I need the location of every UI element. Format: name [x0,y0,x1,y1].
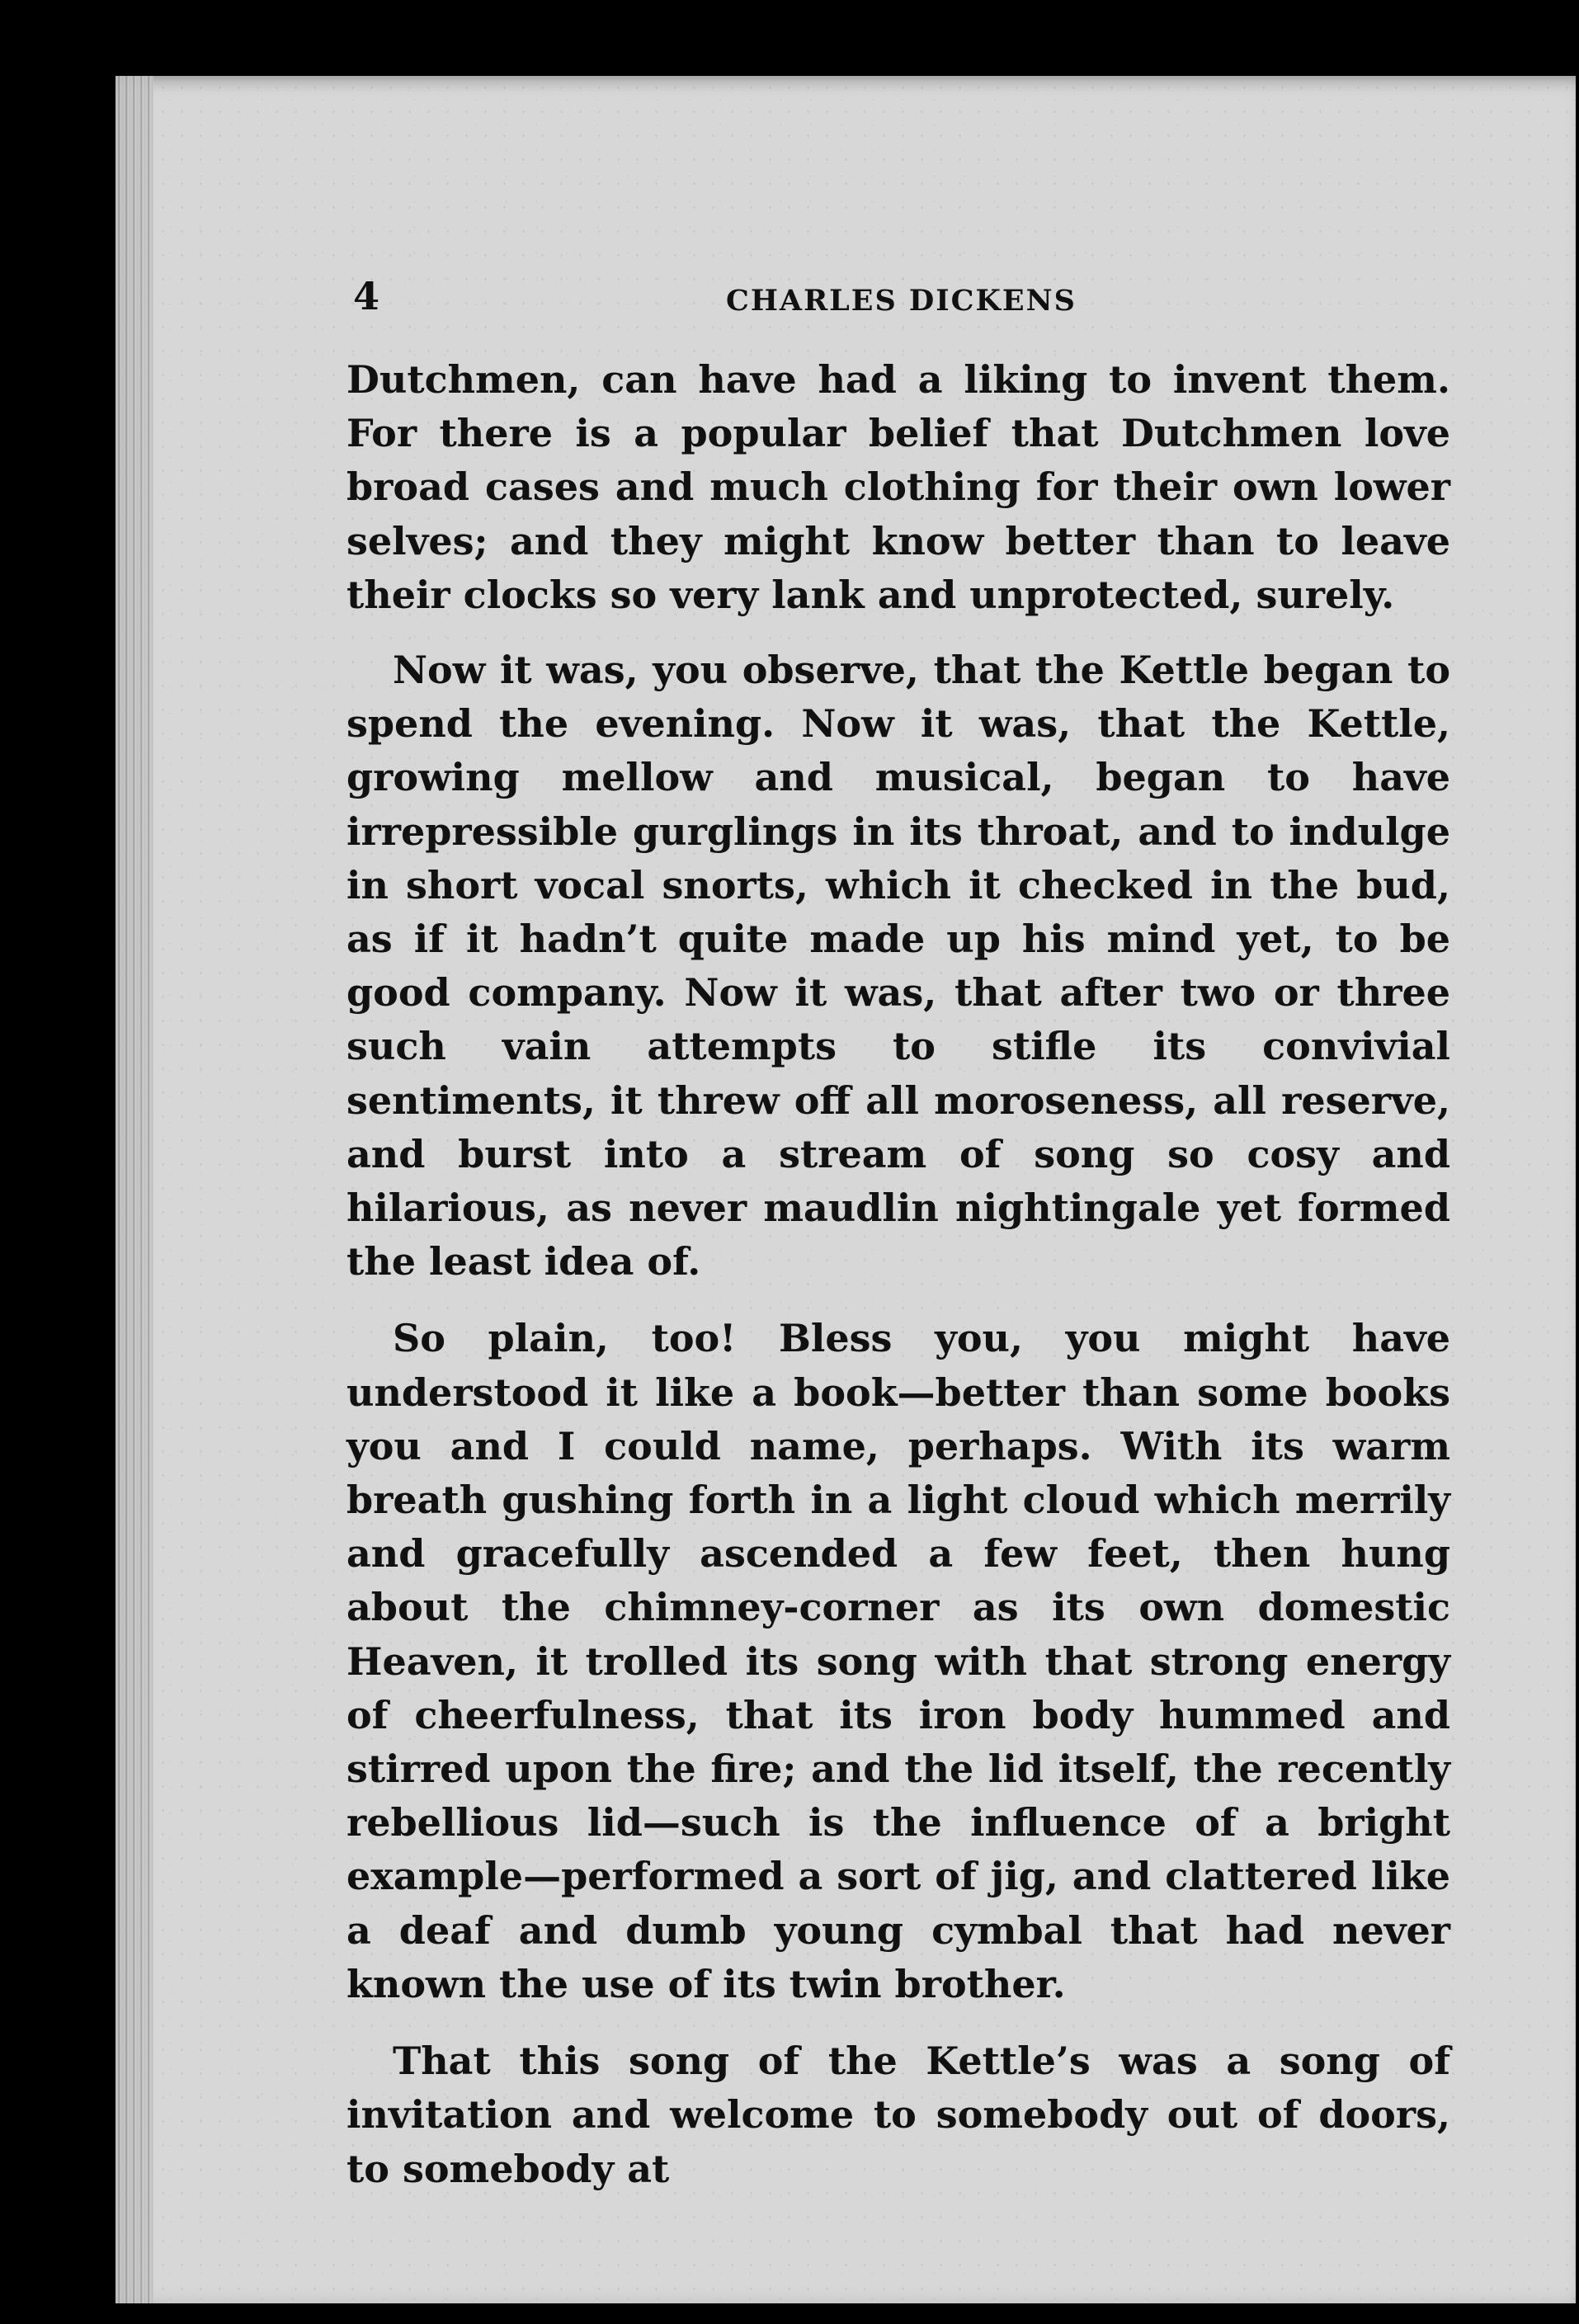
page-number: 4 [353,274,380,318]
paragraph-song-invitation: That this song of the Kettle’s was a song of invitation and welcome to somebody out of doors, to somebody at [346,2039,1450,2191]
body-text [346,353,1450,2219]
running-head: CHARLES DICKENS [726,284,1077,318]
paragraph-kettle-evening: Now it was, you observe, that the Kettle began to spend the evening. Now it was, that the Kettle, growing mellow and musical, began to have irrepressible gurglings in its throat, and to indulge in short vocal snorts, which it checked in the bud, as if it hadn’t quite made up his mind yet, to be good company. Now it was, that after two or three such vain attempts to stifle its convivial sentiments, it threw off all moroseness, all reserve, and burst into a stream of song so cosy and hilarious, as never maudlin nightingale yet formed the least idea of. [346,648,1450,1285]
book-spine-edge [115,76,153,2303]
page-header [0,274,1579,323]
paragraph-continued: Dutchmen, can have had a liking to invent them. For there is a popular belief that Dutchmen love broad cases and much clothing for their own lower selves; and they might know better than to leave their clocks so very lank and unprotected, surely. [346,357,1450,617]
paragraph-so-plain: So plain, too! Bless you, you might have understood it like a book—better than some books you and I could name, perhaps. With its warm breath gushing forth in a light cloud which merrily and gracefully ascended a few feet, then hung about the chimney-corner as its own domestic Heaven, it trolled its song with that strong energy of cheerfulness, that its iron body hummed and stirred upon the fire; and the lid itself, the recently rebellious lid—such is the influence of a bright example—performed a sort of jig, and clattered like a deaf and dumb young cymbal that had never known the use of its twin brother. [346,1316,1450,2006]
